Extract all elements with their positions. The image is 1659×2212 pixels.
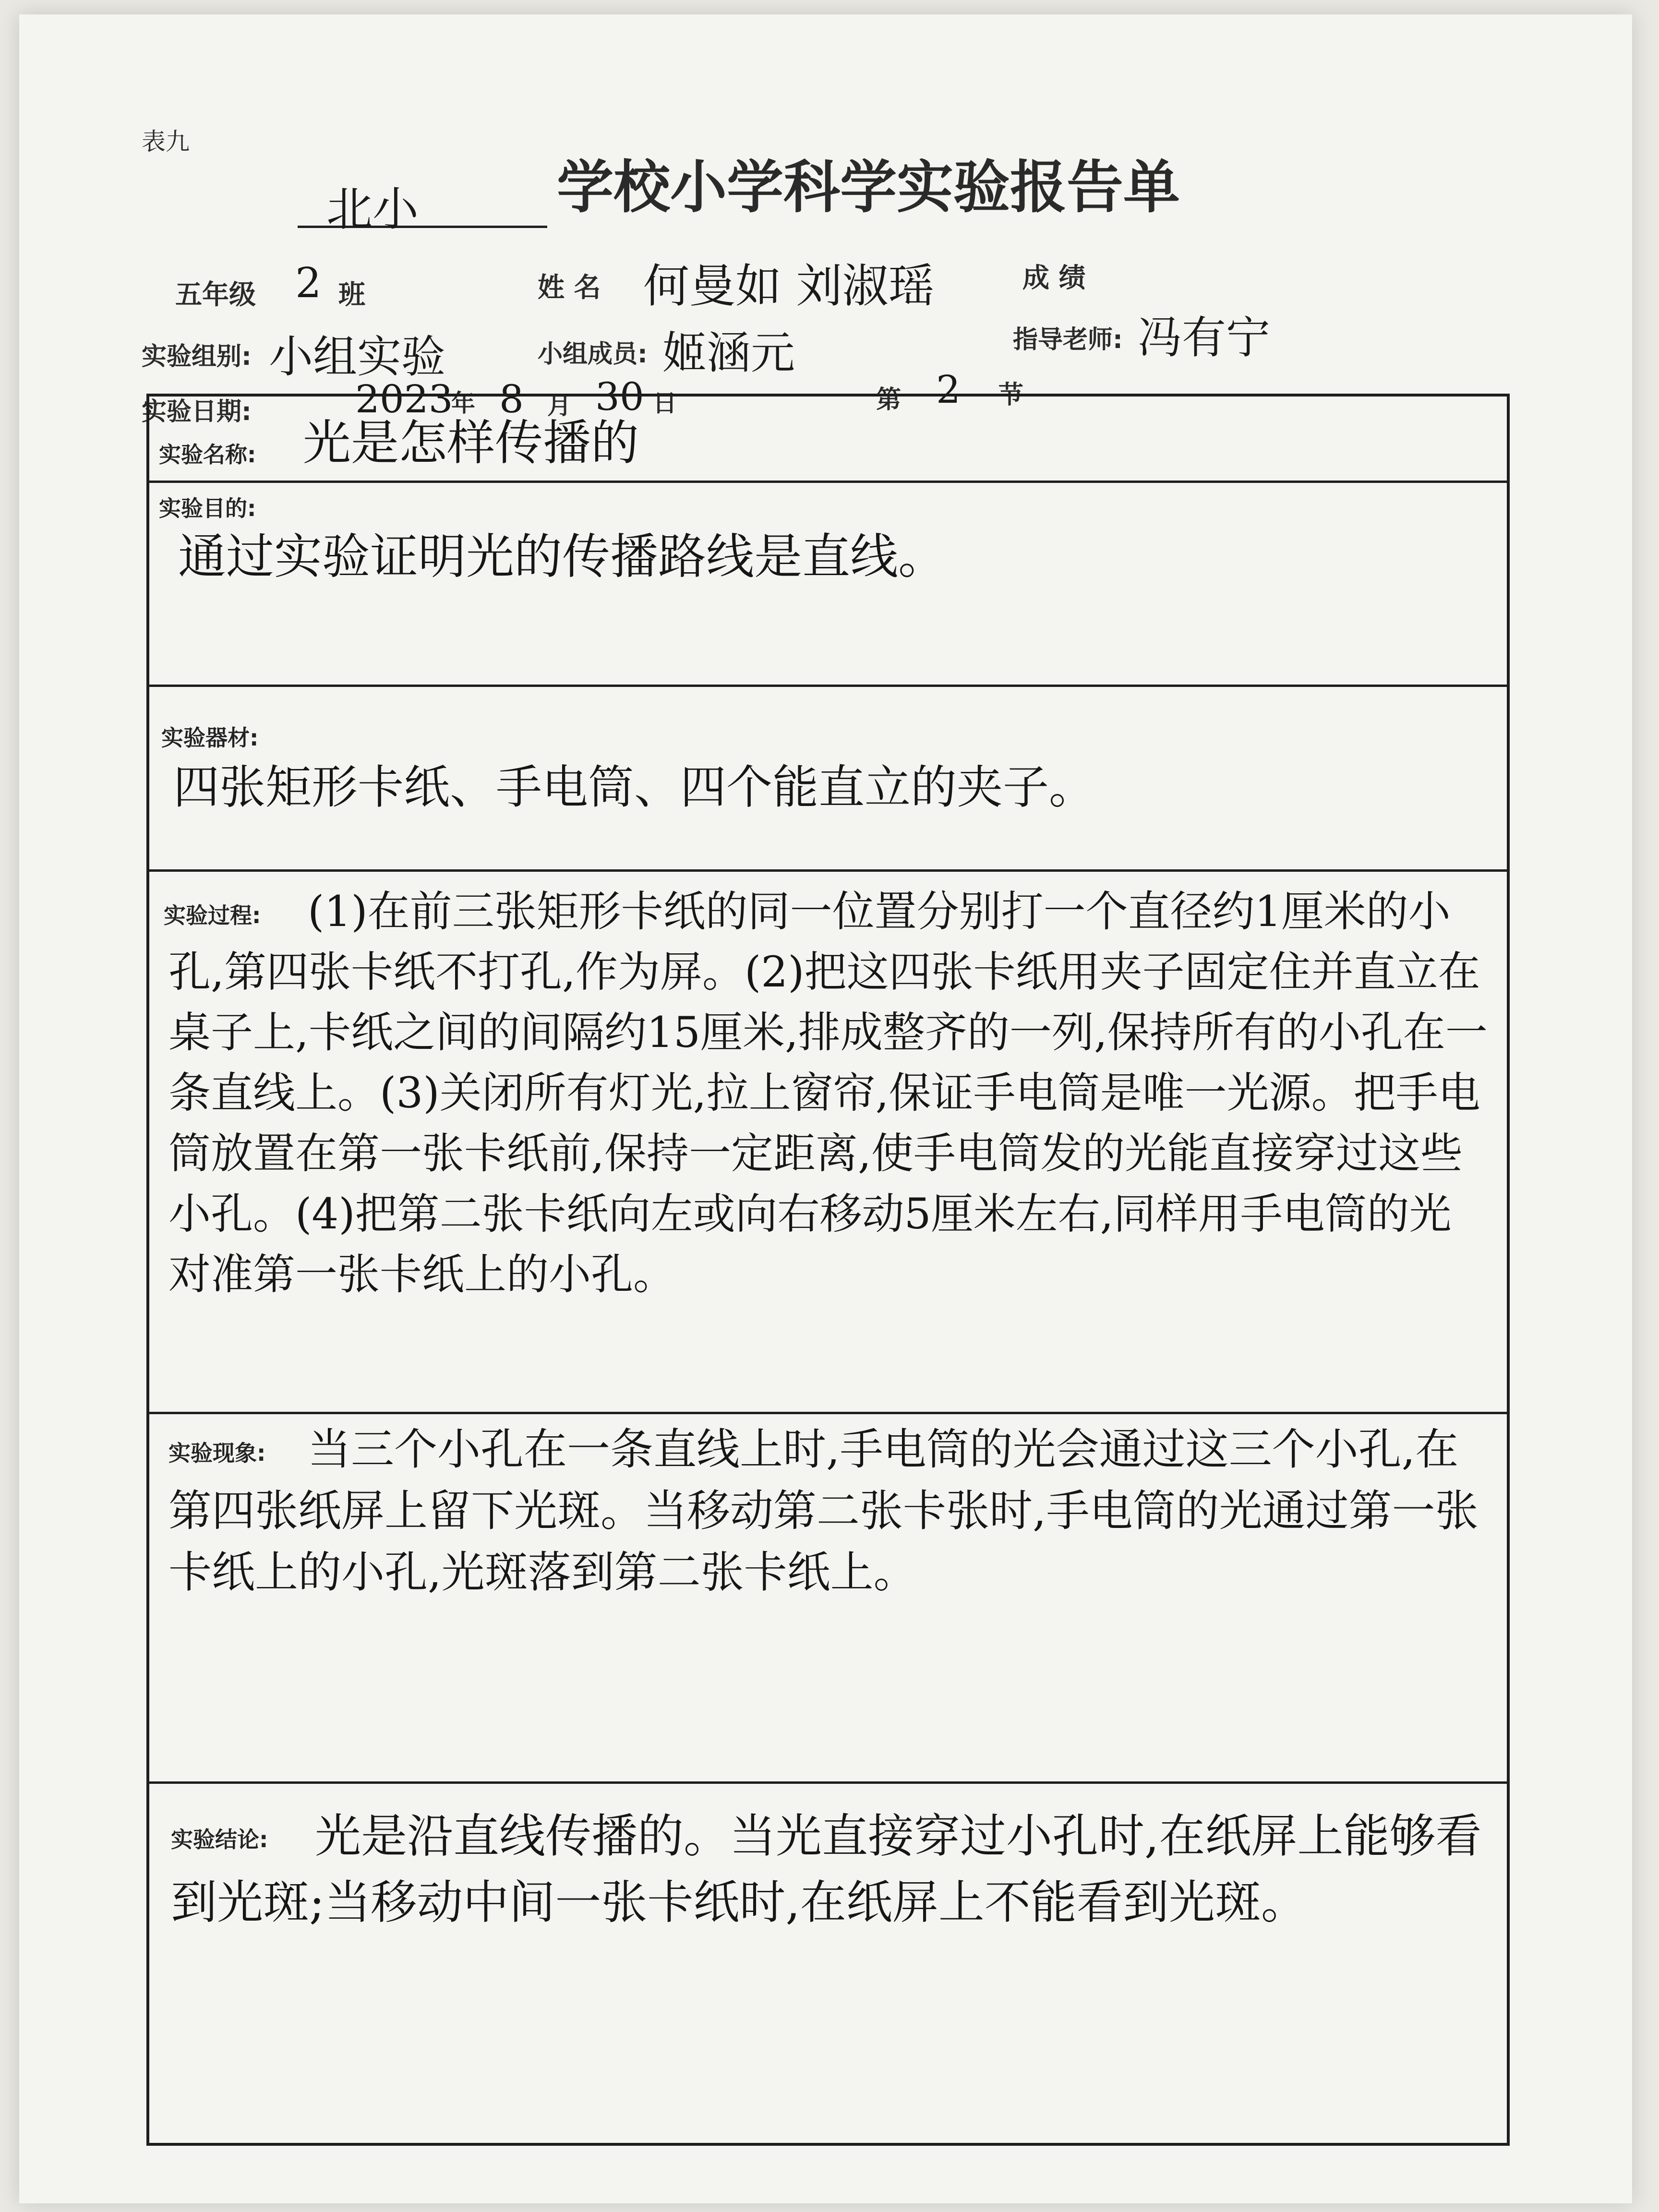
section-conclusion xyxy=(149,1781,1507,2146)
section-phenomenon-label: 实验现象: xyxy=(168,1440,266,1466)
day-label: 日 xyxy=(653,389,677,417)
date-year: 2023 xyxy=(355,377,453,421)
form-number: 表九 xyxy=(142,128,190,156)
section-name-text: 光是怎样传播的 xyxy=(303,415,639,471)
name-value: 何曼如 刘淑瑶 xyxy=(643,259,935,313)
members-value: 姬涵元 xyxy=(662,327,795,379)
date-label: 实验日期: xyxy=(142,397,252,426)
section-materials xyxy=(149,685,1507,869)
name-label: 姓 名 xyxy=(538,272,601,303)
section-phenomenon xyxy=(149,1412,1507,1781)
report-sheet xyxy=(19,14,1632,2203)
report-table xyxy=(146,394,1510,2146)
score-label: 成 绩 xyxy=(1022,263,1086,294)
section-process-text: (1)在前三张矩形卡纸的同一位置分别打一个直径约1厘米的小孔,第四张卡纸不打孔,作为屏。(2)把这四张卡纸用夹子固定住并直立在桌子上,卡纸之间的间隔约15厘米,排成整齐的一列,保持所有的小孔在一条直线上。(3)关闭所有灯光,拉上窗帘,保证手电筒是唯一光源。把手电筒放置在第一张卡纸前,保持一定距离,使手电筒发的光能直接穿过这些小孔。(4)把第二张卡纸向左或向右移动5厘米左右,同样用手电筒的光对准第一张卡纸上的小孔。 xyxy=(168,887,1488,1299)
section-name-label: 实验名称: xyxy=(159,442,256,468)
section-conclusion-label: 实验结论: xyxy=(171,1827,268,1852)
section-materials-text: 四张矩形卡纸、手电筒、四个能直立的夹子。 xyxy=(173,760,1095,814)
section-phenomenon-text: 当三个小孔在一条直线上时,手电筒的光会通过这三个小孔,在第四张纸屏上留下光斑。当移动第二张卡张时,手电筒的光通过第一张卡纸上的小孔,光斑落到第二张卡纸上。 xyxy=(168,1424,1479,1598)
group-label: 实验组别: xyxy=(142,342,252,371)
section-process-label: 实验过程: xyxy=(164,902,261,928)
section-materials-label: 实验器材: xyxy=(161,725,259,751)
class-value: 2 xyxy=(295,259,322,307)
period-suffix: 节 xyxy=(998,381,1024,409)
section-process xyxy=(149,869,1507,1412)
page-title: 学校小学科学实验报告单 xyxy=(557,154,1180,220)
section-purpose-label: 实验目的: xyxy=(159,495,256,521)
class-label: 班 xyxy=(338,279,365,311)
group-value: 小组实验 xyxy=(269,331,446,383)
month-label: 月 xyxy=(547,392,571,420)
teacher-label: 指导老师: xyxy=(1013,325,1123,354)
section-name xyxy=(149,397,1507,481)
period-prefix: 第 xyxy=(876,385,902,414)
date-month: 8 xyxy=(499,377,524,421)
period-value: 2 xyxy=(936,367,961,412)
year-label: 年 xyxy=(451,389,475,417)
section-purpose xyxy=(149,481,1507,685)
grade-label: 五年级 xyxy=(175,279,256,311)
section-purpose-text: 通过实验证明光的传播路线是直线。 xyxy=(178,529,946,585)
school-name: 北小 xyxy=(326,182,419,236)
section-conclusion-text: 光是沿直线传播的。当光直接穿过小孔时,在纸屏上能够看到光斑;当移动中间一张卡纸时,在纸屏上不能看到光斑。 xyxy=(171,1809,1482,1929)
date-day: 30 xyxy=(595,374,644,419)
members-label: 小组成员: xyxy=(538,340,648,369)
teacher-value: 冯有宁 xyxy=(1138,312,1271,363)
